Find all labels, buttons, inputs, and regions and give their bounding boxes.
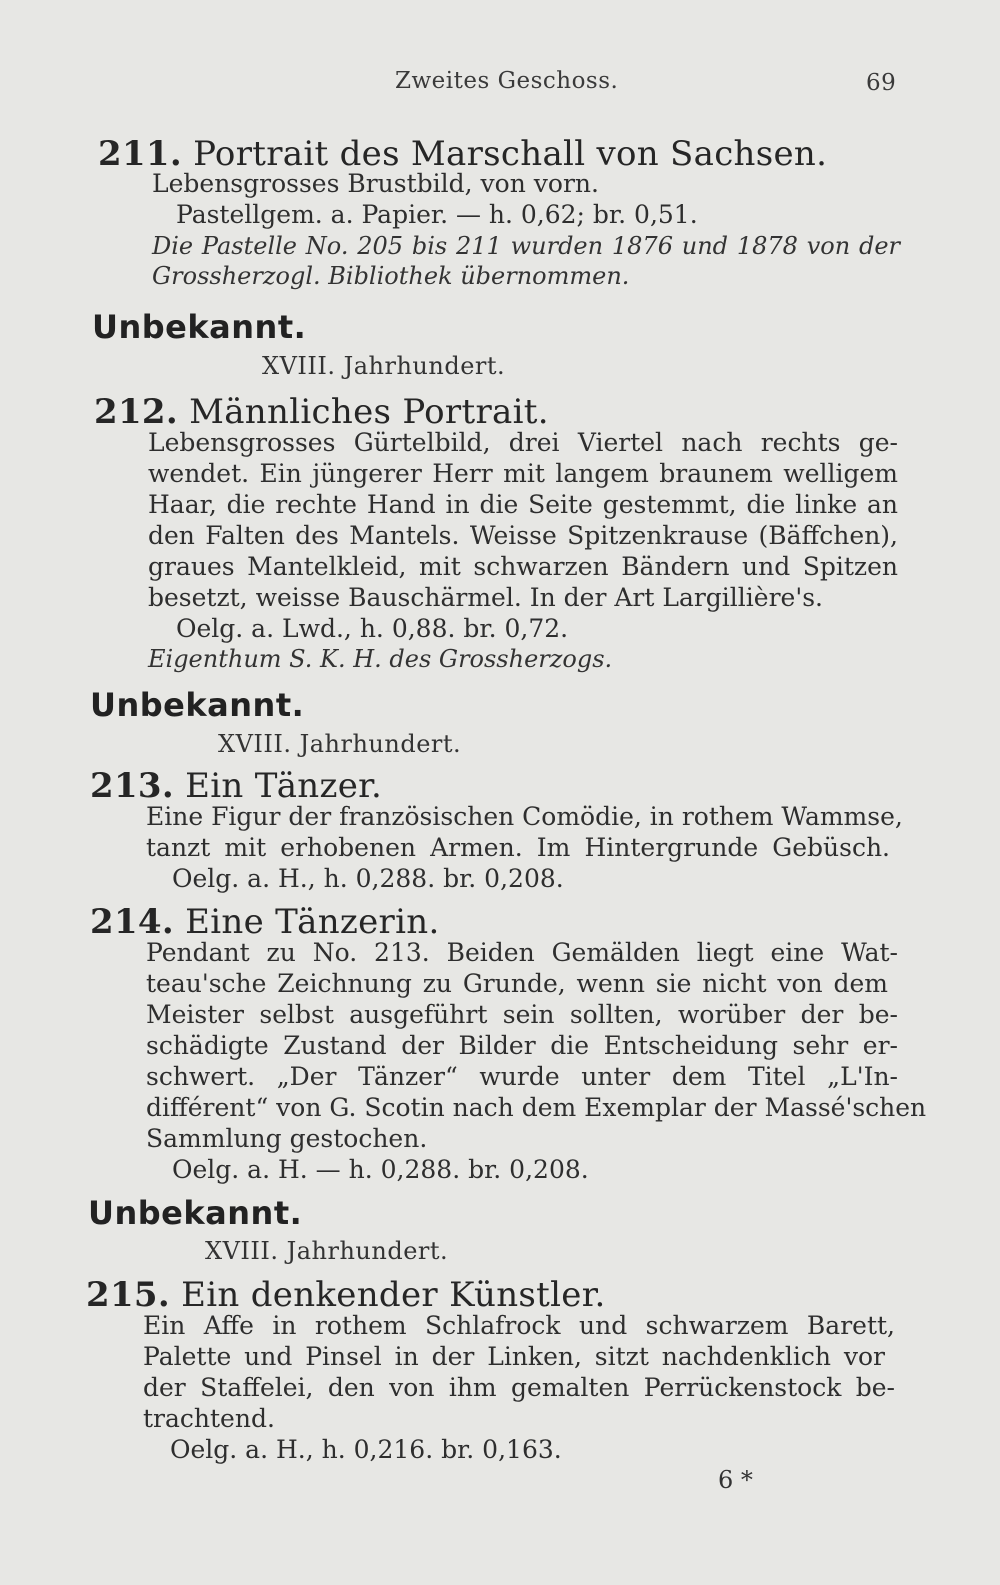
entry-211-note: Die Pastelle No. 205 bis 211 wurden 1876 und 1878 von der <box>152 232 900 260</box>
entry-title-text: Portrait des Marschall von Sachsen. <box>193 134 828 174</box>
measurements: Oelg. a. H., h. 0,288. br. 0,208. <box>172 864 564 893</box>
description-line: trachtend. <box>143 1404 275 1433</box>
description-line: Pendant zu No. 213. Beiden Gemälden liegt eine Wat- <box>146 938 898 967</box>
entry-214-title <box>90 902 440 942</box>
entry-title-text: Eine Tänzerin. <box>185 902 440 942</box>
measurements: Oelg. a. Lwd., h. 0,88. br. 0,72. <box>176 614 569 643</box>
ownership-note: Eigenthum S. K. H. des Grossherzogs. <box>148 645 613 673</box>
description-line: der Staffelei, den von ihm gemalten Perrückenstock be- <box>143 1373 895 1402</box>
entry-211-title <box>98 134 827 174</box>
measurements: Oelg. a. H., h. 0,216. br. 0,163. <box>170 1435 562 1464</box>
entry-title-text: Ein denkender Künstler. <box>181 1275 606 1315</box>
description-line: Eine Figur der französischen Comödie, in rothem Wammse, <box>146 802 903 831</box>
century-label: XVIII. Jahrhundert. <box>218 730 462 758</box>
description-line: besetzt, weisse Bauschärmel. In der Art Largillière's. <box>148 583 823 612</box>
page-number: 69 <box>866 70 897 96</box>
entry-number: 212. <box>94 392 179 432</box>
description-line: wendet. Ein jüngerer Herr mit langem braunem welligem <box>148 459 898 488</box>
description-line: schädigte Zustand der Bilder die Entscheidung sehr er- <box>146 1031 898 1060</box>
description-line: teau'sche Zeichnung zu Grunde, wenn sie nicht von dem <box>146 969 888 998</box>
artist-heading: Unbekannt. <box>88 1194 303 1232</box>
entry-212-title <box>94 392 549 432</box>
entry-215-title <box>86 1275 606 1315</box>
artist-heading: Unbekannt. <box>90 686 305 724</box>
entry-title-text: Männliches Portrait. <box>189 392 549 432</box>
century-label: XVIII. Jahrhundert. <box>205 1237 449 1265</box>
entry-213-title <box>90 766 382 806</box>
description-line: schwert. „Der Tänzer“ wurde unter dem Titel „L'In- <box>146 1062 898 1091</box>
description-line: Haar, die rechte Hand in die Seite gestemmt, die linke an <box>148 490 898 519</box>
entry-211-line: Lebensgrosses Brustbild, von vorn. <box>152 169 599 198</box>
description-line: Sammlung gestochen. <box>146 1124 428 1153</box>
description-line: Ein Affe in rothem Schlafrock und schwarzem Barett, <box>143 1311 895 1340</box>
description-line: Lebensgrosses Gürtelbild, drei Viertel nach rechts ge- <box>148 428 898 457</box>
entry-number: 214. <box>90 902 175 942</box>
description-line: Meister selbst ausgeführt sein sollten, worüber der be- <box>146 1000 898 1029</box>
description-line: graues Mantelkleid, mit schwarzen Bändern und Spitzen <box>148 552 898 581</box>
entry-number: 213. <box>90 766 175 806</box>
description-line: den Falten des Mantels. Weisse Spitzenkrause (Bäffchen), <box>148 521 898 550</box>
description-line: Palette und Pinsel in der Linken, sitzt nachdenklich vor <box>143 1342 885 1371</box>
description-line: différent“ von G. Scotin nach dem Exemplar der Massé'schen <box>146 1093 927 1122</box>
entry-211-note: Grossherzogl. Bibliothek übernommen. <box>152 262 630 290</box>
measurements: Oelg. a. H. — h. 0,288. br. 0,208. <box>172 1155 589 1184</box>
signature-mark: 6 * <box>718 1466 753 1494</box>
running-title: Zweites Geschoss. <box>395 68 619 94</box>
artist-heading: Unbekannt. <box>92 308 307 346</box>
description-line: tanzt mit erhobenen Armen. Im Hintergrunde Gebüsch. <box>146 833 890 862</box>
entry-number: 211. <box>98 134 183 174</box>
entry-number: 215. <box>86 1275 171 1315</box>
entry-title-text: Ein Tänzer. <box>185 766 383 806</box>
century-label: XVIII. Jahrhundert. <box>262 352 506 380</box>
entry-211-line: Pastellgem. a. Papier. — h. 0,62; br. 0,51. <box>176 200 698 229</box>
